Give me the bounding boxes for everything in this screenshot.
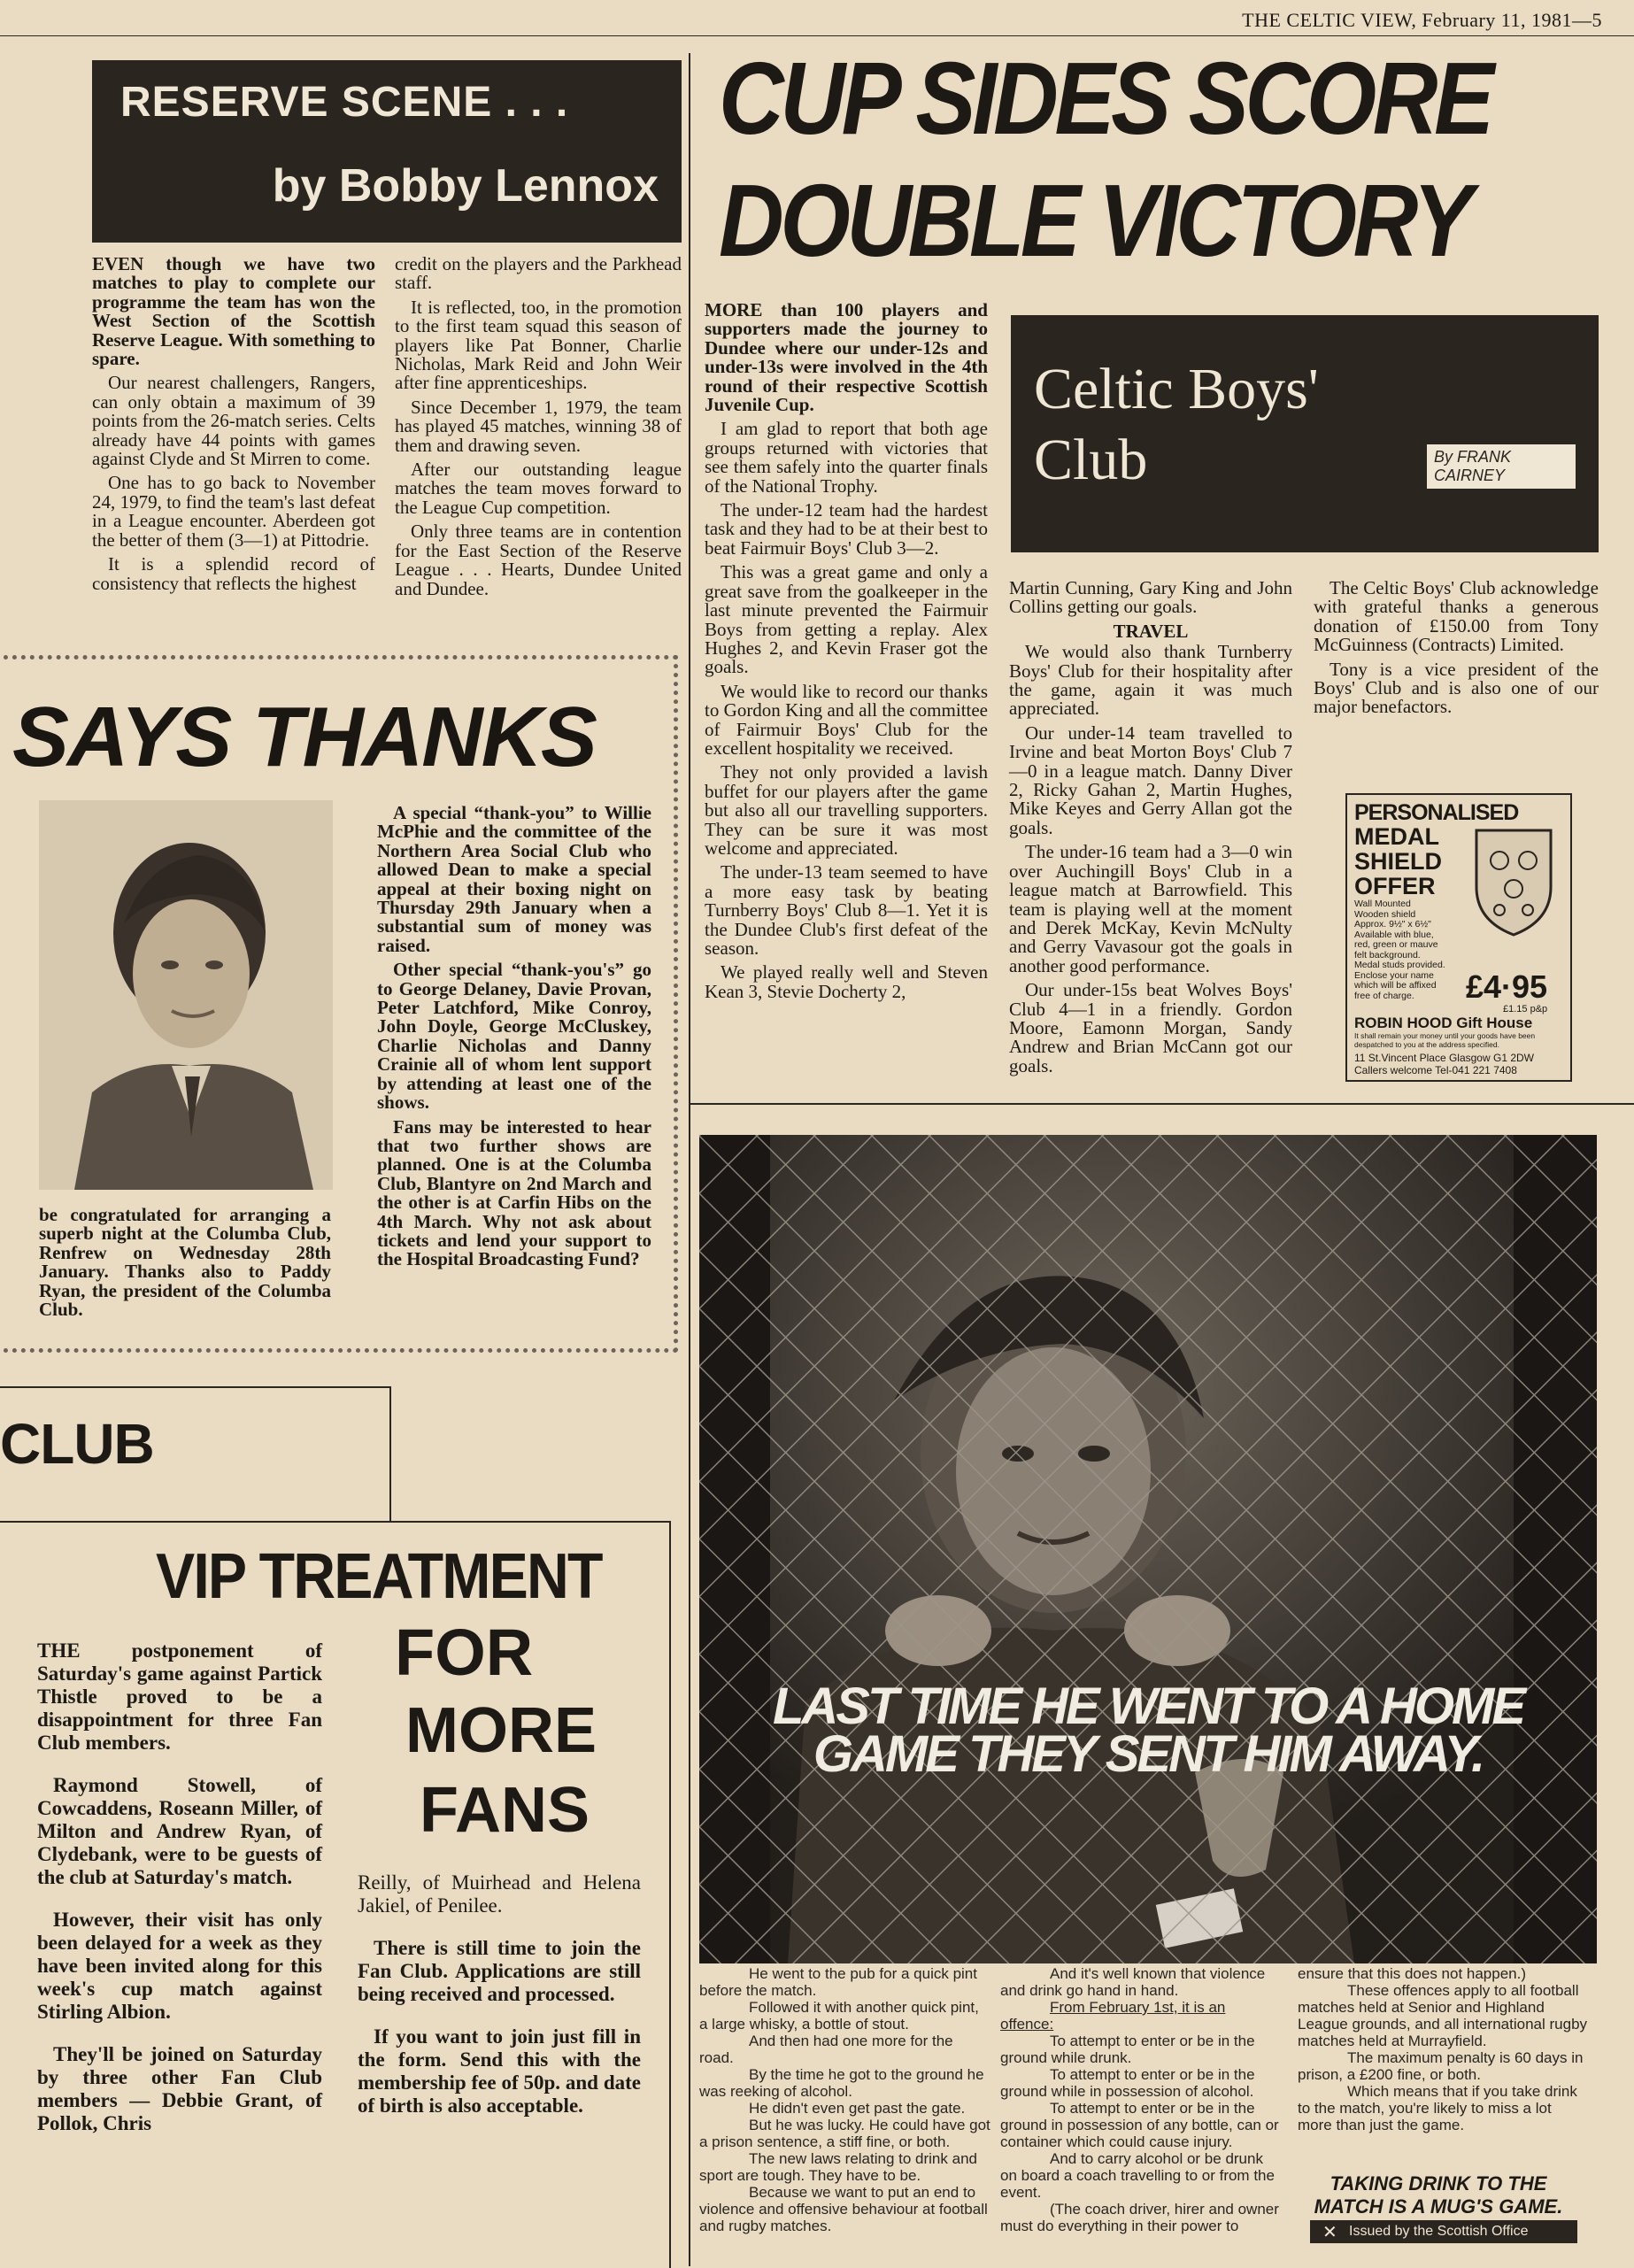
drink-ad-line: And then had one more for the road. [699, 2033, 953, 2066]
reserve-paragraph: Only three teams are in contention for the East Section of the Reserve League . . . Hearts, Dundee United and Dundee. [395, 521, 682, 599]
reserve-paragraph: Our nearest challengers, Rangers, can only obtain a maximum of 39 points from the 26-match series. Celts already have 44 points with games against Clyde and St Mirren to come. [92, 372, 375, 470]
vip-paragraph: However, their visit has only been delayed for a week as they have been invited along for this week's cup match against Stirling Albion. [37, 1909, 322, 2023]
drink-ad-tagline-line1: TAKING DRINK TO THE [1330, 2172, 1547, 2195]
masthead-rule [0, 35, 1634, 36]
reserve-title: RESERVE SCENE . . . [120, 79, 569, 126]
shield-ad-detail: free of charge. [1354, 990, 1414, 1001]
vip-paragraph: Reilly, of Muirhead and Helena Jakiel, of Penilee. [358, 1871, 641, 1917]
saltire-icon: ✕ [1322, 2221, 1337, 2242]
drink-ad-line: The maximum penalty is 60 days in prison, a £200 fine, or both. [1298, 2049, 1584, 2083]
cup-paragraph: I am glad to report that both age groups returned with victories that see them safely into the quarter finals of the National Trophy. [705, 418, 988, 497]
shield-ad-detail: felt background. [1354, 949, 1421, 960]
drink-ad-line: The new laws relating to drink and sport are tough. They have to be. [699, 2150, 977, 2184]
drink-ad-photo [699, 1135, 1597, 1963]
cup-paragraph: Tony is a vice president of the Boys' Club and is also one of our major benefactors. [1314, 658, 1599, 718]
page-masthead: THE CELTIC VIEW, February 11, 1981—5 [1242, 9, 1602, 31]
thanks-paragraph: Other special “thank-you's” go to George Delaney, Davie Provan, Peter Latchford, Mike Conroy, John Doyle, George McCluskey, Charlie Nicholas and Danny Crainie all of whom lent support by attending at least one of the shows. [377, 959, 651, 1114]
drink-ad-line: From February 1st, it is an offence: [1000, 1999, 1226, 2033]
cup-paragraph: We would like to record our thanks to Gordon King and all the committee of Fairmuir Boys' Club for the excellent hospitality we received. [705, 680, 988, 759]
vip-paragraph: If you want to join just fill in the form. Send this with the membership fee of 50p. and date of birth is also acceptable. [358, 2025, 641, 2117]
cup-paragraph: Our under-15s beat Wolves Boys' Club 4—1 in a friendly. Gordon Moore, Eamonn Morgan, Sandy Andrew and Brian McCann got our goals. [1009, 979, 1292, 1076]
vip-paragraph: There is still time to join the Fan Club. Applications are still being received and processed. [358, 1937, 641, 2005]
drink-ad-line: ensure that this does not happen.) [1298, 1965, 1527, 1982]
shield-ad-detail: Enclose your name [1354, 969, 1434, 981]
vip-paragraph: They'll be joined on Saturday by three other Fan Club members — Debbie Grant, of Pollok, Chris [37, 2043, 322, 2134]
shield-ad-detail: which will be affixed [1354, 980, 1437, 991]
cup-column-1 [705, 301, 988, 1007]
vip-headline-fans: FANS [420, 1775, 590, 1846]
shield-ad-address: 11 St.Vincent Place Glasgow G1 2DW [1354, 1052, 1534, 1064]
shield-ad-detail: Wall Mounted [1354, 899, 1411, 909]
drink-ad-slogan-line1: LAST TIME HE WENT TO A HOME [772, 1678, 1524, 1735]
travel-subhead: TRAVEL [1113, 620, 1189, 642]
shield-ad-detail: Medal studs provided. [1354, 960, 1445, 970]
thanks-column [377, 804, 651, 1275]
cup-headline-line2: DOUBLE VICTORY [719, 163, 1469, 278]
club-label: CLUB [0, 1412, 154, 1476]
drink-ad-line: He didn't even get past the gate. [749, 2100, 966, 2117]
cup-paragraph: Our under-14 team travelled to Irvine and beat Morton Boys' Club 7—0 in a league match. Danny Diver 2, Ricky Gahan 2, Martin Hughes, Mike Keyes and Gerry Allan got the goals. [1009, 721, 1292, 838]
reserve-paragraph: After our outstanding league matches the team moves forward to the League Cup competition. [395, 459, 682, 518]
thanks-paragraph: A special “thank-you” to Willie McPhie and the committee of the Northern Area Social Club who allowed Dean to make a special appeal at their boxing night on Thursday 29th January when a substantial sum of money was raised. [377, 802, 651, 956]
cup-paragraph: The under-13 team seemed to have a more easy task by beating Turnberry Boys' Club 8—1. Yet it is the Dundee Club's first defeat of the season. [705, 861, 988, 959]
vip-column-1 [37, 1639, 322, 2141]
reserve-byline: by Bobby Lennox [272, 160, 659, 212]
reserve-paragraph: It is reflected, too, in the promotion to the first team squad this season of players like Pat Bonner, Charlie Nicholas, Mark Reid and John Weir after fine apprenticeships. [395, 296, 682, 394]
thanks-paragraph: Fans may be interested to hear that two further shows are planned. One is at the Columba Club, Blantyre on 2nd March and the other is at Carfin Hibs on the 4th March. Why not ask about tickets and lend your support to the Hospital Broadcasting Fund? [377, 1115, 651, 1270]
boys-club-box [1011, 315, 1599, 552]
cup-paragraph: The under-12 team had the hardest task and they had to be at their best to beat Fairmuir Boys' Club 3—2. [705, 499, 988, 559]
boys-club-byline: By FRANK CAIRNEY [1427, 444, 1576, 489]
ad-separator [689, 1103, 1634, 1105]
drink-ad-line: By the time he got to the ground he was reeking of alcohol. [699, 2066, 984, 2100]
vip-headline-line1: VIP TREATMENT [156, 1541, 602, 1612]
shield-ad-detail: Wooden shield [1354, 908, 1416, 920]
cup-paragraph: The under-16 team had a 3—0 win over Auchingill Boys' Club in a league match at Barrowfield. This team is playing well at the moment and Derek McKay, Kevin McNulty and Gerry Vavasour got the goals in another good performance. [1009, 841, 1292, 976]
vip-headline-more: MORE [405, 1695, 597, 1766]
thanks-headline: SAYS THANKS [12, 690, 596, 784]
club-box-border [0, 1386, 391, 1523]
cup-paragraph: This was a great game and only a great save from the goalkeeper in the last minute prevented the Fairmuir Boys from getting a replay. Alex Hughes 2, and Kevin Fraser got the goals. [705, 561, 988, 678]
cup-paragraph: The Celtic Boys' Club acknowledge with grateful thanks a generous donation of £150.00 from Tony McGuinness (Contracts) Limited. [1314, 577, 1599, 656]
drink-ad-line: To attempt to enter or be in the ground while drunk. [1000, 2033, 1255, 2066]
shield-ad-price: £4·95 [1466, 968, 1548, 1005]
drink-ad-line: (The coach driver, hirer and owner must do everything in their power to [1000, 2201, 1279, 2234]
boys-club-title-line1: Celtic Boys' [1034, 357, 1319, 421]
drink-ad-line: And it's well known that violence and drink go hand in hand. [1000, 1965, 1266, 1999]
reserve-paragraph: It is a splendid record of consistency that reflects the highest [92, 553, 375, 594]
cup-headline-line1: CUP SIDES SCORE [719, 41, 1491, 156]
cup-column-2 [1009, 579, 1292, 1081]
shield-ad-guarantee: It shall remain your money until your goods have been despatched to you at the address specified. [1354, 1031, 1536, 1049]
fence-photo [699, 1135, 1597, 1963]
drink-ad-line: Because we want to put an end to violence and offensive behaviour at football and rugby matches. [699, 2184, 988, 2234]
reserve-column-2 [395, 255, 682, 604]
drink-ad-line: Followed it with another quick pint, a large whisky, a bottle of stout. [699, 1999, 979, 2033]
dean-photo [39, 800, 333, 1190]
drink-ad-column-3 [1298, 1965, 1588, 2133]
cup-paragraph: MORE than 100 players and supporters made the journey to Dundee where our under-12s and under-13s were involved in the 4th round of their respective Scottish Juvenile Cup. [705, 299, 988, 416]
reserve-paragraph: Since December 1, 1979, the team has played 45 matches, winning 38 of them and drawing seven. [395, 396, 682, 456]
shield-ad-title-1: PERSONALISED [1354, 800, 1519, 825]
shield-ad-title-3: SHIELD [1354, 848, 1443, 875]
drink-ad-line: Which means that if you take drink to the match, you're likely to miss a lot more than just the game. [1298, 2083, 1577, 2133]
drink-ad-issuer-bar [1310, 2220, 1577, 2243]
drink-ad-issuer: Issued by the Scottish Office [1349, 2224, 1529, 2239]
shield-ad-postage: £1.15 p&p [1503, 1004, 1548, 1014]
thanks-caption: be congratulated for arranging a superb night at the Columba Club, Renfrew on Wednesday 28th January. Thanks also to Paddy Ryan, the president of the Columba Club. [39, 1204, 331, 1321]
portrait-image [39, 800, 333, 1190]
drink-ad-line: These offences apply to all football matches held at Senior and Highland League grounds, and all international rugby matches held at Murrayfield. [1298, 1982, 1588, 2049]
shield-ad-title-4: OFFER [1354, 873, 1436, 899]
reserve-paragraph: One has to go back to November 24, 1979, to find the team's last defeat in a League encounter. Aberdeen got the better of them (3—1) at Pittodrie. [92, 472, 375, 551]
vip-paragraph: THE postponement of Saturday's game against Partick Thistle proved to be a disappointment for three Fan Club members. [37, 1639, 322, 1754]
drink-ad-line: He went to the pub for a quick pint before the match. [699, 1965, 977, 1999]
shield-ad-shop: ROBIN HOOD Gift House [1354, 1014, 1533, 1031]
shield-ad-detail: red, green or mauve [1354, 939, 1438, 950]
vip-paragraph: Raymond Stowell, of Cowcaddens, Roseann Miller, of Milton and Andrew Ryan, of Clydebank, were to be guests of the club at Saturday's match. [37, 1774, 322, 1888]
cup-paragraph: We would also thank Turnberry Boys' Club for their hospitality after the game, again it was much appreciated. [1009, 641, 1292, 720]
reserve-paragraph: credit on the players and the Parkhead staff. [395, 253, 682, 294]
drink-ad-column-1 [699, 1965, 991, 2234]
cup-column-3 [1314, 579, 1599, 722]
reserve-column-1 [92, 255, 375, 598]
shield-ad-detail: Approx. 9½" x 6½" [1354, 919, 1431, 930]
drink-ad-line: And to carry alcohol or be drunk on board a coach travelling to or from the event. [1000, 2150, 1275, 2201]
column-divider [689, 53, 690, 2266]
shield-ad-phone: Callers welcome Tel-041 221 7408 [1354, 1064, 1517, 1076]
reserve-banner [92, 60, 682, 243]
drink-ad-line: But he was lucky. He could have got a prison sentence, a stiff fine, or both. [699, 2117, 990, 2150]
shield-ad-detail: Available with blue, [1354, 929, 1434, 940]
cup-paragraph: We played really well and Steven Kean 3, Stevie Docherty 2, [705, 961, 988, 1002]
reserve-paragraph: EVEN though we have two matches to play to complete our programme the team has won the West Section of the Scottish Reserve League. With something to spare. [92, 253, 375, 370]
drink-ad-line: To attempt to enter or be in the ground in possession of any bottle, can or container which could cause injury. [1000, 2100, 1279, 2150]
vip-headline-for: FOR [395, 1616, 534, 1689]
drink-ad-tagline-line2: MATCH IS A MUG'S GAME. [1314, 2195, 1563, 2218]
drink-ad-slogan-line2: GAME THEY SENT HIM AWAY. [813, 1725, 1484, 1783]
shield-icon [1469, 825, 1558, 938]
shield-ad [1345, 793, 1572, 1082]
cup-paragraph: Martin Cunning, Gary King and John Collins getting our goals. [1009, 577, 1292, 618]
vip-column-2 [358, 1871, 641, 2123]
drink-ad-line: To attempt to enter or be in the ground while in possession of alcohol. [1000, 2066, 1255, 2100]
shield-ad-details [1354, 899, 1469, 1001]
cup-paragraph: They not only provided a lavish buffet for our players after the game but also all our travelling supporters. They can be sure it was most welcome and appreciated. [705, 761, 988, 859]
shield-ad-title-2: MEDAL [1354, 823, 1439, 850]
boys-club-title-line2: Club [1034, 428, 1148, 492]
drink-ad-column-2 [1000, 1965, 1282, 2234]
